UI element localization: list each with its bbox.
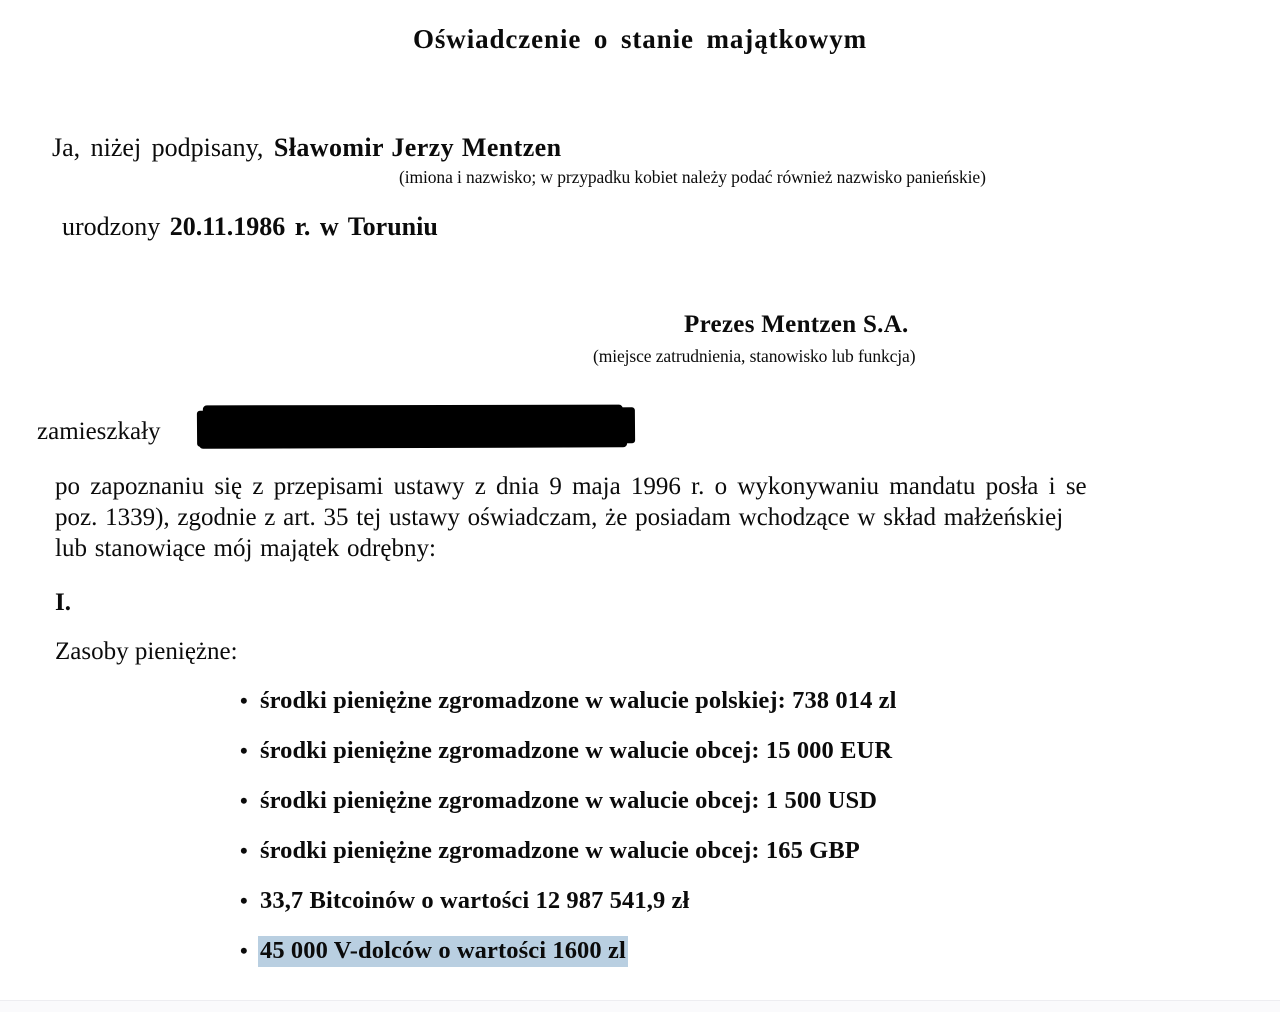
asset-item-label: środki pieniężne zgromadzone w walucie obcej: 165 GBP [260,837,860,864]
declarant-prefix: Ja, niżej podpisany, [52,133,264,162]
birth-value: 20.11.1986 r. w Toruniu [169,212,438,241]
bullet-icon: • [240,788,248,813]
list-item [240,686,899,736]
birth-prefix: urodzony [62,212,161,241]
page-title: Oświadczenie o stanie majątkowym [412,24,867,54]
section-heading: Zasoby pieniężne: [55,638,238,665]
list-item [240,886,899,936]
asset-item-label: 33,7 Bitcoinów o wartości 12 987 541,9 zł [260,887,690,914]
asset-item-label: środki pieniężne zgromadzone w walucie obcej: 15 000 EUR [260,737,893,764]
preamble-line-2: poz. 1339), zgodnie z art. 35 tej ustawy oświadczam, że posiadam wchodzące w skład małżeńskiej [55,504,1064,531]
declarant-line [52,133,561,163]
asset-item-label: 45 000 V-dolców o wartości 1600 zl [258,936,628,967]
preamble-line-1: po zapoznaniu się z przepisami ustawy z dnia 9 maja 1996 r. o wykonywaniu mandatu posła i se [55,473,1087,500]
preamble-paragraph [55,471,1280,564]
declarant-name: Sławomir Jerzy Mentzen [273,133,562,162]
bullet-icon: • [240,888,248,913]
asset-item-label: środki pieniężne zgromadzone w walucie polskiej: 738 014 zl [260,687,897,714]
scan-edge-tint [0,1001,1280,1012]
bullet-icon: • [240,688,248,713]
redacted-address-bar [197,407,635,446]
bullet-icon: • [240,738,248,763]
list-item [240,836,899,886]
preamble-line-3: lub stanowiące mój majątek odrębny: [55,535,436,562]
bullet-icon: • [240,838,248,863]
declarant-name-caption: (imiona i nazwisko; w przypadku kobiet należy podać również nazwisko panieńskie) [399,167,986,187]
employment-caption: (miejsce zatrudnienia, stanowisko lub funkcja) [593,346,916,366]
birth-line [62,212,438,242]
bullet-icon: • [240,938,248,963]
list-item [240,786,899,836]
section-numeral: I. [55,589,71,616]
asset-item-label: środki pieniężne zgromadzone w walucie obcej: 1 500 USD [260,787,878,814]
list-item [240,736,899,786]
asset-list [240,686,899,986]
employment-value: Prezes Mentzen S.A. [684,311,909,338]
residence-label: zamieszkały [37,418,161,445]
list-item [240,936,899,986]
